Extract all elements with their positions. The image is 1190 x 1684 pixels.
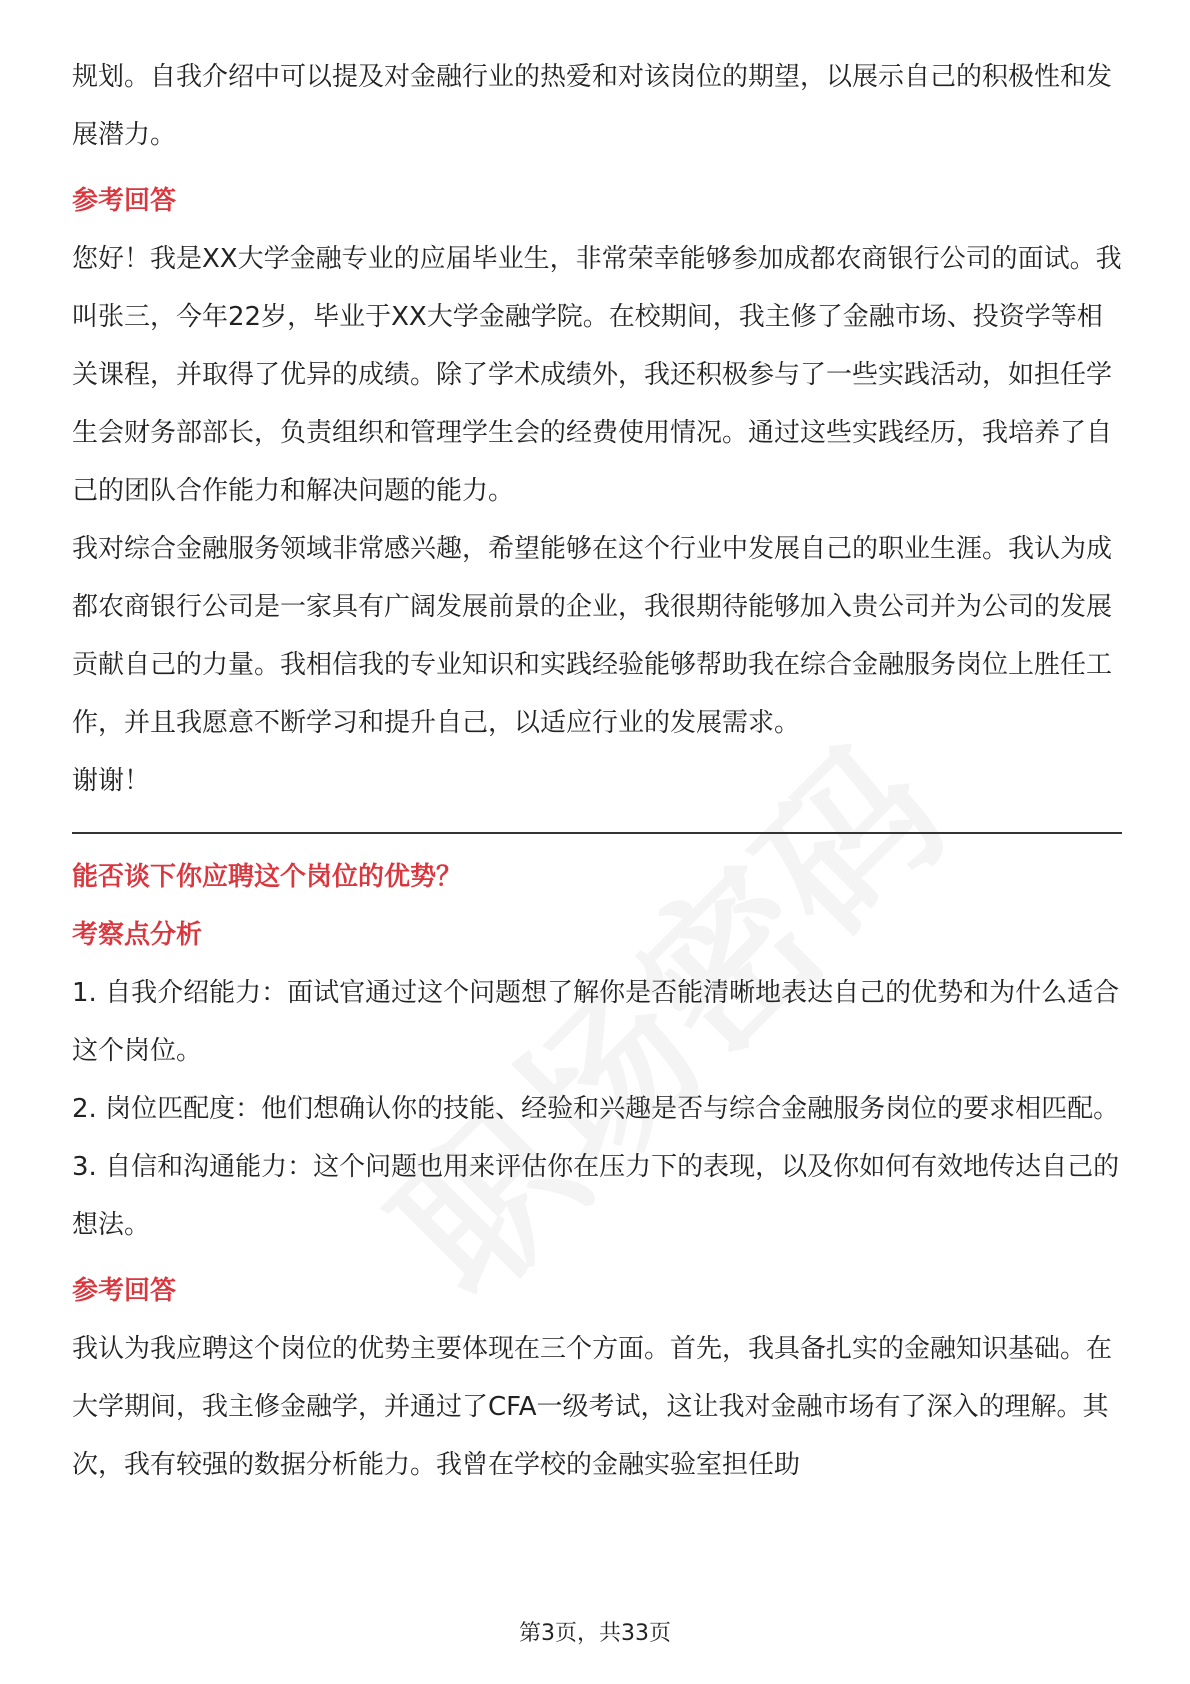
section-divider [72, 832, 1122, 834]
answer-paragraph: 谢谢！ [72, 766, 151, 796]
analysis-point: 2. 岗位匹配度：他们想确认你的技能、经验和兴趣是否与综合金融服务岗位的要求相匹配。 [72, 1094, 1120, 1124]
answer-paragraph: 您好！我是XX大学金融专业的应届毕业生，非常荣幸能够参加成都农商银行公司的面试。我叫张三，今年22岁，毕业于XX大学金融学院。在校期间，我主修了金融市场、投资学等相关课程，并取得了优异的成绩。除了学术成绩外，我还积极参与了一些实践活动，如担任学生会财务部部长，负责组织和管理学生会的经费使用情况。通过这些实践经历，我培养了自己的团队合作能力和解决问题的能力。 [72, 244, 1122, 506]
answer-paragraph: 我对综合金融服务领域非常感兴趣，希望能够在这个行业中发展自己的职业生涯。我认为成都农商银行公司是一家具有广阔发展前景的企业，我很期待能够加入贵公司并为公司的发展贡献自己的力量。我相信我的专业知识和实践经验能够帮助我在综合金融服务岗位上胜任工作，并且我愿意不断学习和提升自己，以适应行业的发展需求。 [72, 534, 1113, 738]
analysis-heading: 考察点分析 [72, 920, 203, 950]
question-title: 能否谈下你应聘这个岗位的优势？ [72, 862, 463, 892]
analysis-point: 1. 自我介绍能力：面试官通过这个问题想了解你是否能清晰地表达自己的优势和为什么适合这个岗位。 [72, 978, 1120, 1066]
answer-paragraph: 我认为我应聘这个岗位的优势主要体现在三个方面。首先，我具备扎实的金融知识基础。在大学期间，我主修金融学，并通过了CFA一级考试，这让我对金融市场有了深入的理解。其次，我有较强的数据分析能力。我曾在学校的金融实验室担任助 [72, 1334, 1113, 1480]
page-number-footer: 第3页，共33页 [519, 1621, 671, 1646]
answer-heading-2: 参考回答 [72, 1276, 177, 1306]
intro-tail-paragraph: 规划。自我介绍中可以提及对金融行业的热爱和对该岗位的期望，以展示自己的积极性和发展潜力。 [72, 62, 1113, 150]
document-page [72, 48, 1122, 1494]
answer-heading-1: 参考回答 [72, 186, 177, 216]
analysis-point: 3. 自信和沟通能力：这个问题也用来评估你在压力下的表现，以及你如何有效地传达自己的想法。 [72, 1152, 1120, 1240]
